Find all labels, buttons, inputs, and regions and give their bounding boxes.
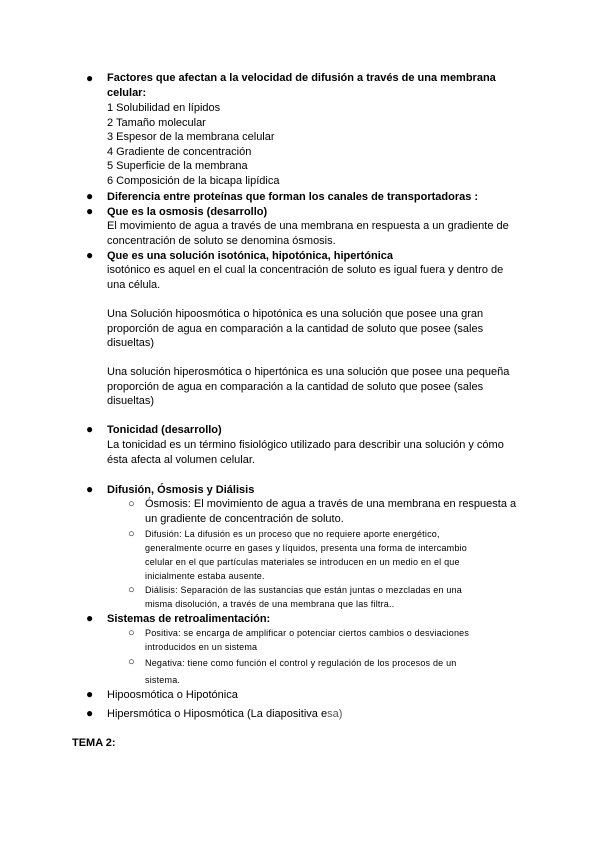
sistemas-heading: Sistemas de retroalimentación:	[107, 613, 271, 625]
difusion-heading: Difusión, Ósmosis y Diálisis	[107, 484, 255, 496]
bullet-icon: ●	[86, 248, 94, 262]
sub-bullet-icon: ○	[128, 584, 135, 596]
dialisis-definition: Diálisis: Separación de las sustancias que están juntas o mezcladas en una misma disolución, a través de una membrana que las filtra..	[145, 585, 462, 609]
sub-bullet-icon: ○	[128, 528, 135, 540]
section-title: TEMA 2:	[72, 737, 116, 749]
difusion-definition: Difusión: La difusión es un proceso que no requiere aporte energético, generalmente ocurre en gases y líquidos, presenta una forma de intercambio celular en el que partículas materiales se introducen en un medio en el que inicialmente estaba ausente.	[145, 529, 467, 581]
bullet-icon: ●	[86, 687, 94, 701]
bullet-icon: ●	[86, 482, 94, 496]
bullet-icon: ●	[86, 706, 94, 720]
sub-bullet-icon: ○	[128, 498, 135, 510]
factores-heading: Factores que afectan a la velocidad de difusión a través de una membrana celular:	[107, 72, 496, 99]
osmosis-definition: Ósmosis: El movimiento de agua a través de una membrana en respuesta a un gradiente de concentración de soluto.	[145, 498, 517, 525]
solucion-heading: Que es una solución isotónica, hipotónica, hipertónica	[107, 250, 394, 262]
osmosis-heading: Que es la osmosis (desarrollo)	[107, 206, 268, 218]
solucion-p2: Una Solución hipoosmótica o hipotónica es una solución que posee una gran proporción de agua en comparación a la cantidad de soluto que posee (sales disueltas)	[107, 308, 484, 350]
sub-bullet-icon: ○	[128, 656, 135, 668]
proteinas-heading: Diferencia entre proteínas que forman los canales de transportadoras :	[107, 191, 479, 203]
bullet-icon: ●	[86, 204, 94, 218]
list-item: 3 Espesor de la membrana celular	[107, 131, 275, 144]
list-item: 6 Composición de la bicapa lipídica	[107, 174, 280, 187]
positiva-definition: Positiva: se encarga de amplificar o potenciar ciertos cambios o desviaciones introducidos en un sistema	[145, 628, 470, 652]
hipersmotica-item: Hipersmótica o Hiposmótica (La diapositiva esa)	[107, 708, 343, 720]
osmosis-text: El movimiento de agua a través de una membrana en respuesta a un gradiente de concentración de soluto se denomina ósmosis.	[107, 220, 509, 247]
solucion-p1: isotónico es aquel en el cual la concentración de soluto es igual fuera y dentro de una célula.	[107, 264, 504, 291]
solucion-p3: Una solución hiperosmótica o hipertónica es una solución que posee una pequeña proporción de agua en comparación a la cantidad de soluto que posee (sales disueltas)	[107, 366, 510, 408]
hipoosmotica-item: Hipoosmótica o Hipotónica	[107, 689, 238, 701]
list-item: 1 Solubilidad en lípidos	[107, 102, 221, 114]
bullet-icon: ●	[86, 422, 94, 436]
bullet-icon: ●	[86, 71, 94, 85]
sub-bullet-icon: ○	[128, 627, 135, 639]
list-item: 2 Tamaño molecular	[107, 116, 206, 129]
tonicidad-heading: Tonicidad (desarrollo)	[107, 424, 222, 436]
list-item: 5 Superficie de la membrana	[107, 160, 248, 173]
list-item: 4 Gradiente de concentración	[107, 145, 252, 158]
negativa-definition: Negativa: tiene como función el control y regulación de los procesos de un sistema.	[145, 658, 457, 685]
bullet-icon: ●	[86, 189, 94, 203]
factores-list	[107, 101, 527, 189]
tonicidad-text: La tonicidad es un término fisiológico utilizado para describir una solución y cómo ésta afecta al volumen celular.	[107, 439, 504, 466]
hipersmotica-tail: sa)	[327, 708, 343, 720]
bullet-icon: ●	[86, 611, 94, 625]
